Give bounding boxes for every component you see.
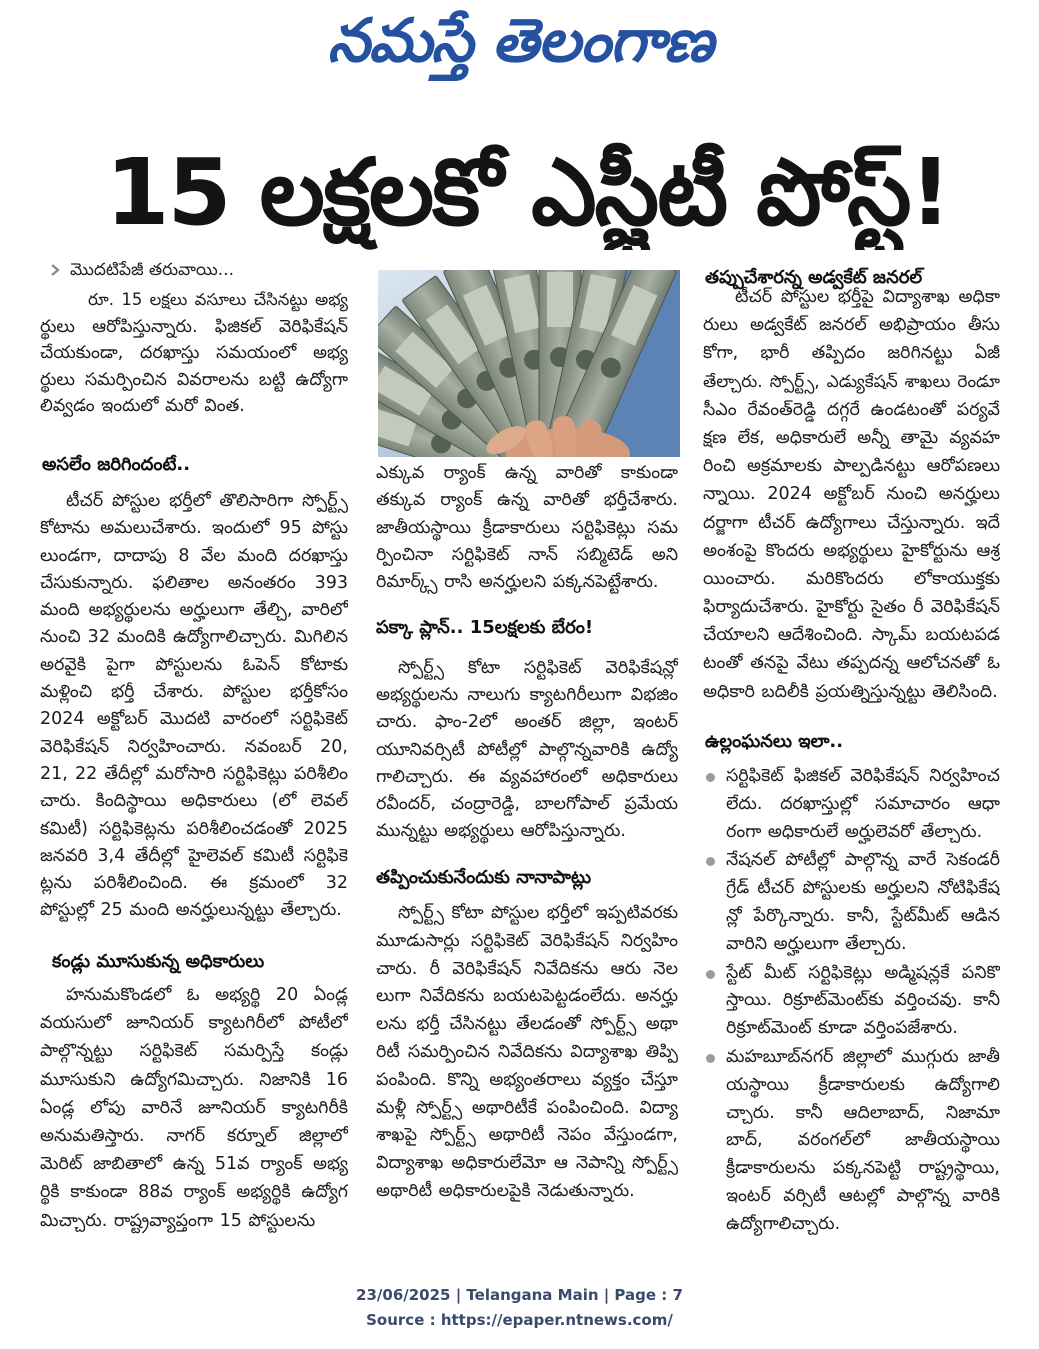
text-line: పోస్టుల్లో 25 మంది అనర్హులున్నట్టు తేల్చారు. [40, 900, 342, 921]
text-line: ట్లను పరిశీలించింది. ఈ క్రమంలో 32 [40, 873, 348, 894]
text-line: రంగా అధికారులే అర్హులెవరో తేల్చారు. [726, 821, 983, 842]
section-heading: పక్కా ప్లాన్.. 15లక్షలకు బేరం! [376, 617, 594, 638]
text-line: టీచర్ పోస్టుల భర్తీలో తొలిసారిగా స్పోర్ట్స్ [66, 491, 348, 511]
headline [55, 140, 1000, 250]
text-line: అభ్యర్థులను నాలుగు క్యాటగిరీలుగా విభజిం [376, 685, 678, 706]
text-line: చారు. రీ వెరిఫికేషన్ నివేదికను ఆరు నెల [376, 958, 678, 979]
text-line: నేషనల్ పోటీల్లో పాల్గొన్న వారే సెకండరీ [726, 850, 1000, 871]
text-line: యస్థాయి క్రీడాకారులకు ఉద్యోగాలి [726, 1074, 1000, 1095]
paragraph [40, 488, 348, 925]
text-line: ర్పించినా సర్టిఫికెట్ నాన్ సబ్మిటెడ్ అని [376, 544, 678, 565]
paragraph [726, 1044, 1000, 1239]
text-line: వారిని అర్హులుగా తేల్చారు. [726, 933, 907, 954]
masthead [300, 4, 740, 82]
bullet-dot-icon [706, 773, 715, 782]
paragraph [376, 460, 678, 596]
text-line: స్పోర్ట్స్ కోటా సర్టిఫికెట్ వెరిఫికేషన్లో [398, 658, 678, 678]
text-line: పాల్గొన్నట్టు సర్టిఫికెట్ సమర్పిస్తే కండ్లు [40, 1041, 348, 1062]
text-line: రవీందర్, చంద్రారెడ్డి, బాలగోపాల్ ప్రమేయ [376, 793, 678, 814]
bullet-dot-icon [706, 970, 715, 979]
text-line: స్తాయి. రిక్రూట్‌మెంట్‌కు వర్తించవు. కానీ [726, 990, 1000, 1011]
section-heading: కండ్లు మూసుకున్న అధికారులు [52, 951, 265, 972]
section-heading: అసలేం జరిగిందంటే.. [42, 454, 191, 475]
text-line: మూడుసార్లు సర్టిఫికెట్ వెరిఫికేషన్ నిర్వహిం [376, 930, 678, 951]
text-line: ర్థులు సమర్పించిన వివరాలను బట్టి ఉద్యోగా [40, 369, 348, 390]
text-line: క్షణ లేక, అధికారులే అన్నీ తామై వ్యవహ [703, 427, 1000, 448]
text-line: చేయకుండా, దరఖాస్తు సమయంలో అభ్య [40, 343, 348, 364]
text-line: గ్రేడ్ టీచర్ పోస్టులకు అర్హులని నోటిఫికేష [726, 878, 1000, 899]
text-line: లుండగా, దాదాపు 8 వేల మంది దరఖాస్తు [40, 545, 348, 566]
currency-notes-photo [378, 270, 680, 457]
text-line: కమిటీ) సర్టిఫికెట్లను పరిశీలించడంతో 2025 [40, 818, 348, 839]
list-item [703, 960, 1000, 1043]
section-heading: ఉల్లంఘనలు ఇలా.. [705, 731, 844, 752]
text-line: ఎక్కువ ర్యాంక్ ఉన్న వారితో కాకుండా [376, 463, 678, 483]
text-line: మిచ్చారు. రాష్ట్రవ్యాప్తంగా 15 పోస్టులను [40, 1210, 316, 1231]
section-heading: తప్పించుకునేందుకు నానాపాట్లు [376, 867, 592, 888]
text-line: దర్జాగా టీచర్ ఉద్యోగాలు చేస్తున్నారు. ఇదే [703, 512, 1000, 533]
text-line: ఏండ్ల లోపు వారినే జూనియర్ క్యాటగిరీకి [40, 1097, 348, 1118]
text-line: 2024 అక్టోబర్ మొదటి వారంలో సర్టిఫికెట్ [40, 709, 348, 730]
text-line: క్రీడాకారులను పక్కనపెట్టి రాష్ట్రస్థాయి, [726, 1158, 1000, 1179]
section-heading: తప్పుచేశారన్న అడ్వకేట్ జనరల్ [705, 267, 923, 288]
violations-list [703, 763, 1000, 1240]
text-line: అనుమతిస్తారు. నాగర్ కర్నూల్ జిల్లాలో [40, 1125, 348, 1146]
text-line: టీచర్ పోస్టుల భర్తీపై విద్యాశాఖ అధికా [735, 287, 1000, 307]
text-line: ఇంటర్ వర్సిటీ ఆటల్లో పాల్గొన్న వారికి [726, 1185, 1000, 1206]
text-line: న్నాయి. 2024 అక్టోబర్ నుంచి అనర్హులు [703, 484, 1000, 505]
text-line: చ్చారు. కానీ ఆదిలాబాద్, నిజామా [726, 1102, 1000, 1123]
text-line: రులు అడ్వకేట్ జనరల్ అభిప్రాయం తీసు [703, 315, 1000, 336]
text-line: కోటాను అమలుచేశారు. ఇందులో 95 పోస్టు [40, 518, 348, 539]
text-line: మళ్లించి భర్తీ చేశారు. పోస్టుల భర్తీకోసం [40, 682, 348, 703]
text-line: పంపింది. కొన్ని అభ్యంతరాలు వ్యక్తం చేస్తూ [376, 1069, 678, 1090]
paragraph [376, 900, 678, 1206]
text-line: విద్యాశాఖ అధికారులేమో ఆ నెపాన్ని స్పోర్ట్స్ [376, 1153, 678, 1174]
masthead-logo-text: నమస్తే తెలంగాణ [327, 6, 713, 76]
text-line: రించి అక్రమాలకు పాల్పడినట్టు ఆరోపణలు [703, 456, 1000, 477]
text-line: 21, 22 తేదీల్లో మరోసారి సర్టిఫికెట్లు పరిశీలిం [40, 763, 348, 784]
text-line: జనవరి 3,4 తేదీల్లో హైలెవల్ కమిటీ సర్టిఫికె [40, 845, 348, 866]
paragraph [40, 287, 348, 420]
list-item [703, 847, 1000, 958]
text-line: సీఎం రేవంత్‌రెడ్డి దగ్గరే ఉండటంతో పర్యవే [703, 399, 1000, 420]
money-fan-image [378, 270, 680, 457]
text-line: స్టేట్ మీట్ సర్టిఫికెట్లు అడ్మిషన్లకే పనికొ [726, 962, 1000, 983]
text-line: టంతో తనపై వేటు తప్పదన్న ఆలోచనతో ఓ [703, 653, 1000, 674]
text-line: కోగా, భారీ తప్పిదం జరిగినట్టు ఏజీ [703, 343, 1000, 364]
text-line: మున్నట్టు అభ్యర్థులు ఆరోపిస్తున్నారు. [376, 821, 626, 842]
list-item [703, 1044, 1000, 1239]
text-line: హనుమకొండలో ఓ అభ్యర్థి 20 ఏండ్ల [66, 985, 348, 1005]
text-line: ర్థులు ఆరోపిస్తున్నారు. ఫిజికల్ వెరిఫికేషన్ [40, 316, 348, 337]
text-line: మంది అభ్యర్థులను అర్హులుగా తేల్చి, వారిలో [40, 600, 348, 621]
list-item [703, 763, 1000, 846]
text-line: యించారు. మరికొందరు లోకాయుక్తకు [703, 568, 1000, 589]
text-line: మళ్లీ స్పోర్ట్స్ అథారిటీకే పంపించింది. విద్యా [376, 1097, 678, 1118]
text-line: మహబూబ్‌నగర్ జిల్లాలో ముగ్గురు జాతీ [726, 1046, 1000, 1067]
text-line: లేదు. దరఖాస్తుల్లో సమాచారం ఆధా [726, 793, 1000, 814]
text-line: ఉద్యోగాలిచ్చారు. [726, 1213, 841, 1234]
paragraph [726, 960, 1000, 1043]
text-line: తేల్చారు. స్పోర్ట్స్, ఎడ్యుకేషన్ శాఖలు రెండూ [703, 371, 1000, 392]
continuation-label: మొదటిపేజీ తరువాయి... [70, 260, 234, 280]
text-line: మూసుకుని ఉద్యోగమిచ్చారు. నిజానికి 16 [40, 1069, 348, 1090]
text-line: వెరిఫికేషన్ నిర్వహించారు. నవంబర్ 20, [40, 736, 348, 757]
text-line: లుగా నివేదికను బయటపెట్టడంలేదు. అనర్హు [376, 986, 678, 1007]
text-line: గాలిచ్చారు. ఈ వ్యవహారంలో అధికారులు [376, 766, 678, 787]
text-line: రిమార్క్స్ రాసి అనర్హులని పక్కనపెట్టేశారు. [376, 572, 659, 593]
text-line: అరవైకి పైగా పోస్టులను ఓపెన్ కోటాకు [40, 654, 348, 675]
text-line: ఫిర్యాదుచేశారు. హైకోర్టు సైతం రీ వెరిఫికేషన్ [703, 597, 1000, 618]
text-line: స్పోర్ట్స్ కోటా పోస్టుల భర్తీలో ఇప్పటివరకు [398, 903, 678, 923]
text-line: తక్కువ ర్యాంక్ ఉన్న వారితో భర్తీచేశారు. [376, 490, 678, 511]
text-line: యూనివర్సిటీ పోటీల్లో పాల్గొన్నవారికి ఉద్యో [376, 739, 678, 760]
text-line: శాఖపై స్పోర్ట్స్ అథారిటీ నెపం వేస్తుండగా, [376, 1125, 678, 1146]
footer-source: Source : https://epaper.ntnews.com/ [366, 1311, 673, 1329]
paragraph [726, 763, 1000, 846]
headline-text: 15 లక్షలకో ఎస్జీటీ పోస్ట్! [105, 140, 950, 246]
text-line: రిక్రూట్‌మెంట్ కూడా వర్తింపజేశారు. [726, 1018, 958, 1039]
text-line: చేయాలని ఆదేశించింది. స్కామ్ బయటపడ [703, 625, 1000, 646]
text-line: చేసుకున్నారు. ఫలితాల అనంతరం 393 [40, 572, 348, 593]
text-line: అథారిటీ అధికారులపైకి నెడుతున్నారు. [376, 1180, 635, 1201]
continuation-marker [48, 258, 348, 282]
paragraph [703, 283, 1000, 706]
chevron-right-icon [48, 263, 62, 277]
text-line: వయసులో జూనియర్ క్యాటగిరీలో పోటీలో [40, 1013, 348, 1034]
text-line: లను భర్తీ చేసినట్టు తేలడంతో స్పోర్ట్స్ అథా [376, 1014, 678, 1035]
bullet-dot-icon [706, 1054, 715, 1063]
text-line: రూ. 15 లక్షలు వసూలు చేసినట్టు అభ్య [88, 290, 348, 309]
text-line: అధికారి బదిలీకి ప్రయత్నిస్తున్నట్టు తెలిసింది. [703, 681, 998, 702]
text-line: నుంచి 32 మందికి ఉద్యోగాలిచ్చారు. మిగిలిన [40, 627, 348, 648]
paragraph [726, 847, 1000, 958]
footer-dateline: 23/06/2025 | Telangana Main | Page : 7 [356, 1286, 683, 1304]
bullet-dot-icon [706, 857, 715, 866]
text-line: న్లో పేర్కొన్నారు. కానీ, స్టేట్‌మీట్ ఆడిన [726, 905, 1000, 926]
text-line: బాద్, వరంగల్‌లో జాతీయస్థాయి [726, 1130, 1000, 1151]
text-line: చారు. కిందిస్థాయి అధికారులు (లో లెవల్ [40, 791, 348, 812]
paragraph [40, 981, 348, 1235]
text-line: ర్థికి కాకుండా 88వ ర్యాంక్ అభ్యర్థికి ఉద్యోగ [40, 1182, 348, 1203]
text-line: లివ్వడం ఇందులో మరో వింత. [40, 396, 245, 417]
text-line: రిటీ సమర్పించిన నివేదికను విద్యాశాఖ తిప్పి [376, 1041, 678, 1062]
text-line: మెరిట్ జాబితాలో ఉన్న 51వ ర్యాంక్ అభ్య [40, 1154, 348, 1175]
text-line: జాతీయస్థాయి క్రీడాకారులు సర్టిఫికెట్లు సమ [376, 517, 678, 538]
text-line: అంశంపై కొందరు అభ్యర్థులు హైకోర్టును ఆశ్ర [703, 540, 1000, 561]
text-line: సర్టిఫికెట్ ఫిజికల్ వెరిఫికేషన్ నిర్వహించ [726, 766, 1000, 786]
text-line: చారు. ఫాం-2లో అంతర్ జిల్లా, ఇంటర్ [376, 712, 678, 733]
paragraph [376, 655, 678, 845]
